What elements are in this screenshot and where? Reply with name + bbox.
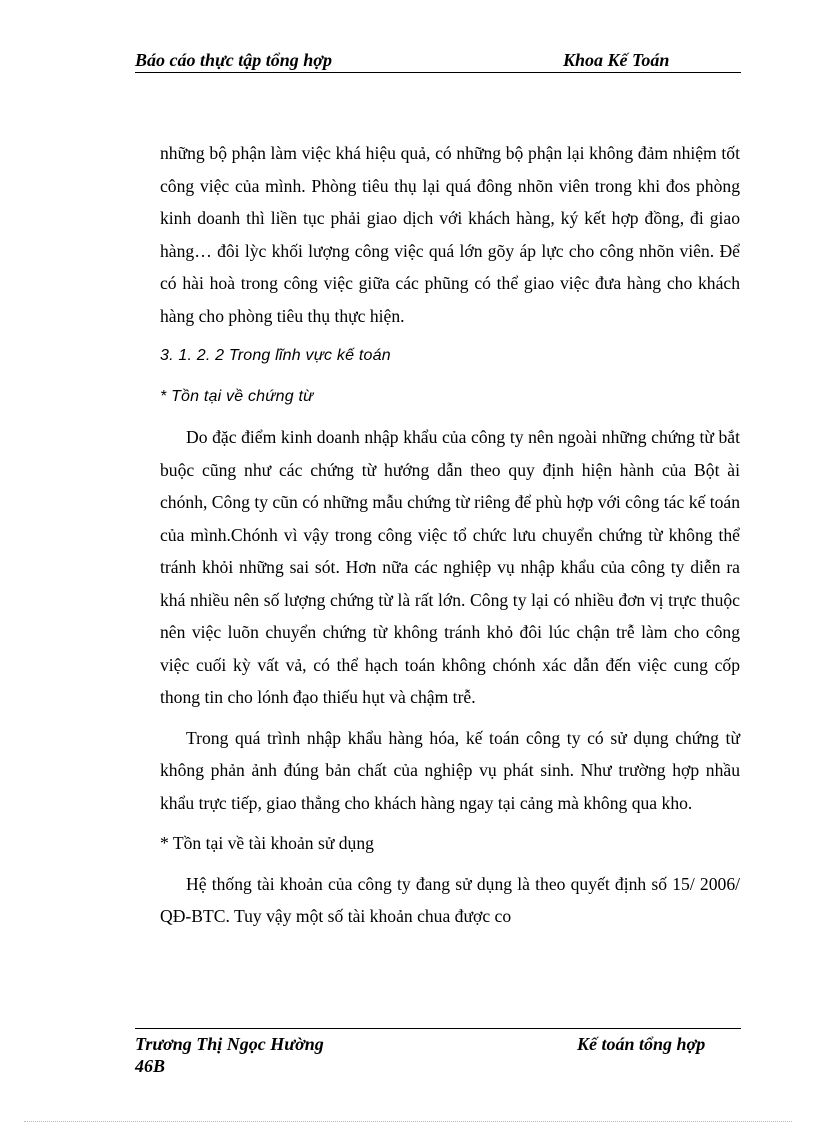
paragraph-4: Hệ thống tài khoản của công ty đang sử dụng là theo quyết định số 15/ 2006/ QĐ-BTC. Tuy vậy một số tài khoản chua được co [160, 873, 740, 926]
header-report-title: Báo cáo thực tập tổng hợp [135, 50, 332, 70]
footer-divider [135, 1028, 741, 1029]
document-body [160, 137, 740, 933]
section-heading: 3. 1. 2. 2 Trong lĩnh vực kế toán [160, 347, 391, 364]
page-header [135, 50, 741, 73]
paragraph-2: Do đặc điểm kinh doanh nhập khẩu của công ty nên ngoài những chứng từ bắt buộc cũng như các chứng từ hướng dẫn theo quy định hiện hành của Bột ài chónh, Công ty cũn có những mẫu chứng từ riêng để phù hợp với công tác kế toán của mình.Chónh vì vậy trong công việc tổ chức lưu chuyển chứng từ không thể tránh khỏi những sai sót. Hơn nữa các nghiệp vụ nhập khẩu của công ty diễn ra khá nhiều nên số lượng chứng từ là rất lớn. Công ty lại có nhiều đơn vị trực thuộc nên việc luõn chuyển chứng từ không tránh khỏ đôi lúc chận trễ làm cho công việc cuối kỳ vất vả, có thể hạch toán không chónh xác dẫn đến việc cung cốp thong tin cho lónh đạo thiếu hụt và chậm trễ. [160, 427, 740, 707]
subsection-heading-documents: * Tồn tại về chứng từ [160, 387, 314, 405]
footer-subject: Kế toán tổng hợp [577, 1034, 706, 1054]
header-department: Khoa Kế Toán [563, 50, 670, 70]
footer-author: Trương Thị Ngọc Hường [135, 1034, 324, 1054]
footer-class: 46B [135, 1056, 166, 1076]
page-edge-divider [24, 1121, 792, 1122]
paragraph-3: Trong quá trình nhập khẩu hàng hóa, kế toán công ty có sử dụng chứng từ không phản ảnh đúng bản chất của nghiệp vụ phát sinh. Như trường hợp nhầu khẩu trực tiếp, giao thẳng cho khách hàng ngay tại cảng mà không qua kho. [160, 727, 740, 813]
subsection-heading-accounts: * Tồn tại về tài khoản sử dụng [160, 833, 374, 853]
paragraph-1: những bộ phận làm việc khá hiệu quả, có những bộ phận lại không đảm nhiệm tốt công việc của mình. Phòng tiêu thụ lại quá đông nhõn viên trong khi đos phòng kinh doanh thì liền tục phải giao dịch với khách hàng, ký kết hợp đồng, đi giao hàng… đôi lỳc khối lượng công việc quá lớn gõy áp lực cho công nhõn viên. Để có hài hoà trong công việc giữa các phũng có thể giao việc đưa hàng cho khách hàng cho phòng tiêu thụ thực hiện. [160, 143, 740, 326]
